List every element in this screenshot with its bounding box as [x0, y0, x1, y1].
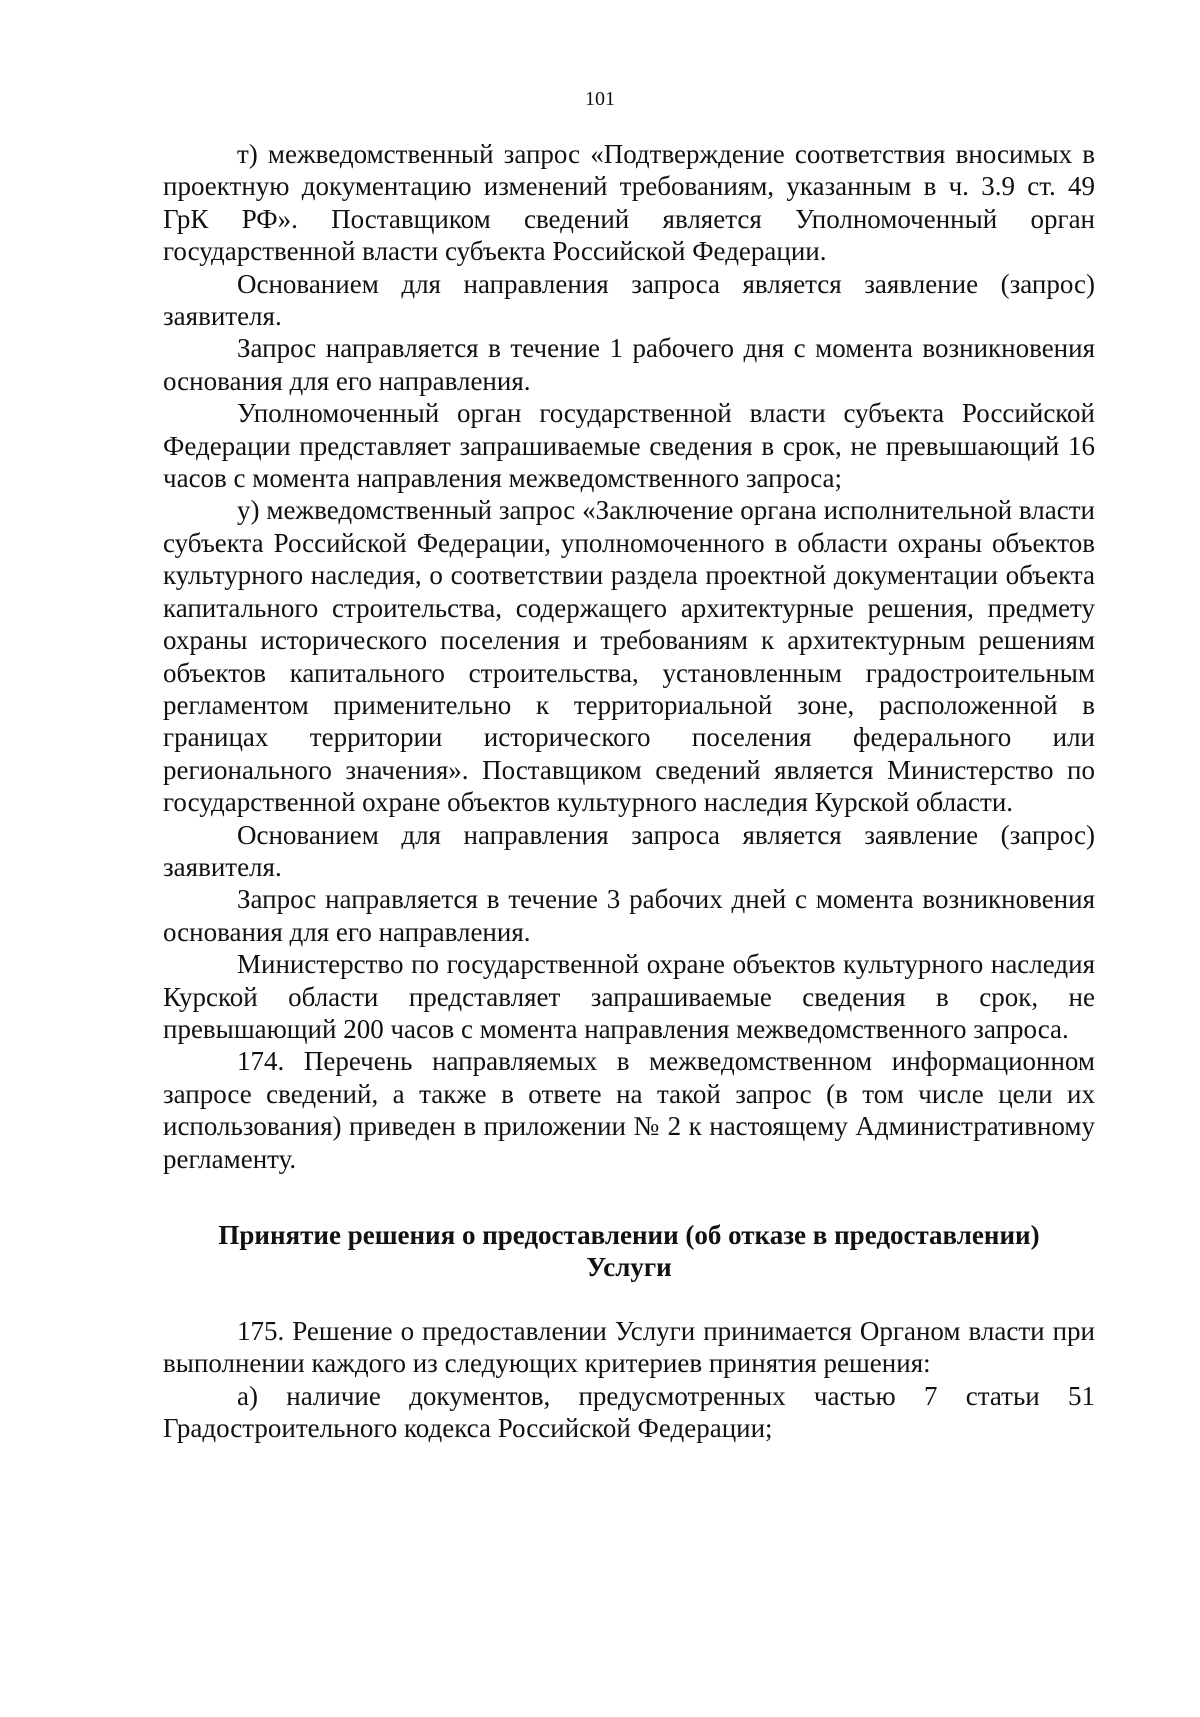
- section-heading-line-2: Услуги: [586, 1252, 672, 1283]
- paragraph-request-basis-2: Основанием для направления запроса является заявление (запрос) заявителя.: [163, 819, 1095, 882]
- section-heading-line-1: Принятие решения о предоставлении (об отказе в предоставлении): [218, 1220, 1040, 1250]
- paragraph-request-basis: Основанием для направления запроса является заявление (запрос) заявителя.: [163, 268, 1095, 332]
- paragraph-174: 174. Перечень направляемых в межведомственном информационном запросе сведений, а также в ответе на такой запрос (в том числе цели их использования) приведен в приложении № 2 к настоящему Административному регламенту.: [163, 1046, 1095, 1174]
- paragraph-request-timing-2: Запрос направляется в течение 3 рабочих дней с момента возникновения основания для его направления.: [163, 884, 1095, 947]
- section-heading: [163, 1219, 1095, 1284]
- paragraph-item-a: а) наличие документов, предусмотренных частью 7 статьи 51 Градостроительного кодекса Российской Федерации;: [163, 1380, 1095, 1444]
- paragraph-response-deadline: Уполномоченный орган государственной власти субъекта Российской Федерации представляет запрашиваемые сведения в срок, не превышающий 16 часов с момента направления межведомственного запроса;: [163, 398, 1095, 494]
- paragraph-item-u: у) межведомственный запрос «Заключение органа исполнительной власти субъекта Российской Федерации, уполномоченного в области охраны объектов культурного наследия, о соответствии раздела проектной документации объекта капитального строительства, содержащего архитектурные решения, предмету охраны исторического поселения и требованиям к архитектурным решениям объектов капитального строительства, установленным градостроительным регламентом применительно к территориальной зоне, расположенной в границах территории исторического поселения федерального или регионального значения». Поставщиком сведений является Министерство по государственной охране объектов культурного наследия Курской области.: [163, 495, 1095, 818]
- paragraph-175: 175. Решение о предоставлении Услуги принимается Органом власти при выполнении каждого из следующих критериев принятия решения:: [163, 1315, 1095, 1379]
- paragraph-request-timing: Запрос направляется в течение 1 рабочего дня с момента возникновения основания для его направления.: [163, 333, 1095, 396]
- page-number: 101: [585, 88, 615, 110]
- paragraph-response-deadline-2: Министерство по государственной охране объектов культурного наследия Курской области представляет запрашиваемые сведения в срок, не превышающий 200 часов с момента направления межведомственного запроса.: [163, 949, 1095, 1044]
- paragraph-item-t: т) межведомственный запрос «Подтверждение соответствия вносимых в проектную документацию изменений требованиям, указанным в ч. 3.9 ст. 49 ГрК РФ». Поставщиком сведений является Уполномоченный орган государственной власти субъекта Российской Федерации.: [163, 139, 1095, 267]
- document-body: [163, 138, 1095, 1444]
